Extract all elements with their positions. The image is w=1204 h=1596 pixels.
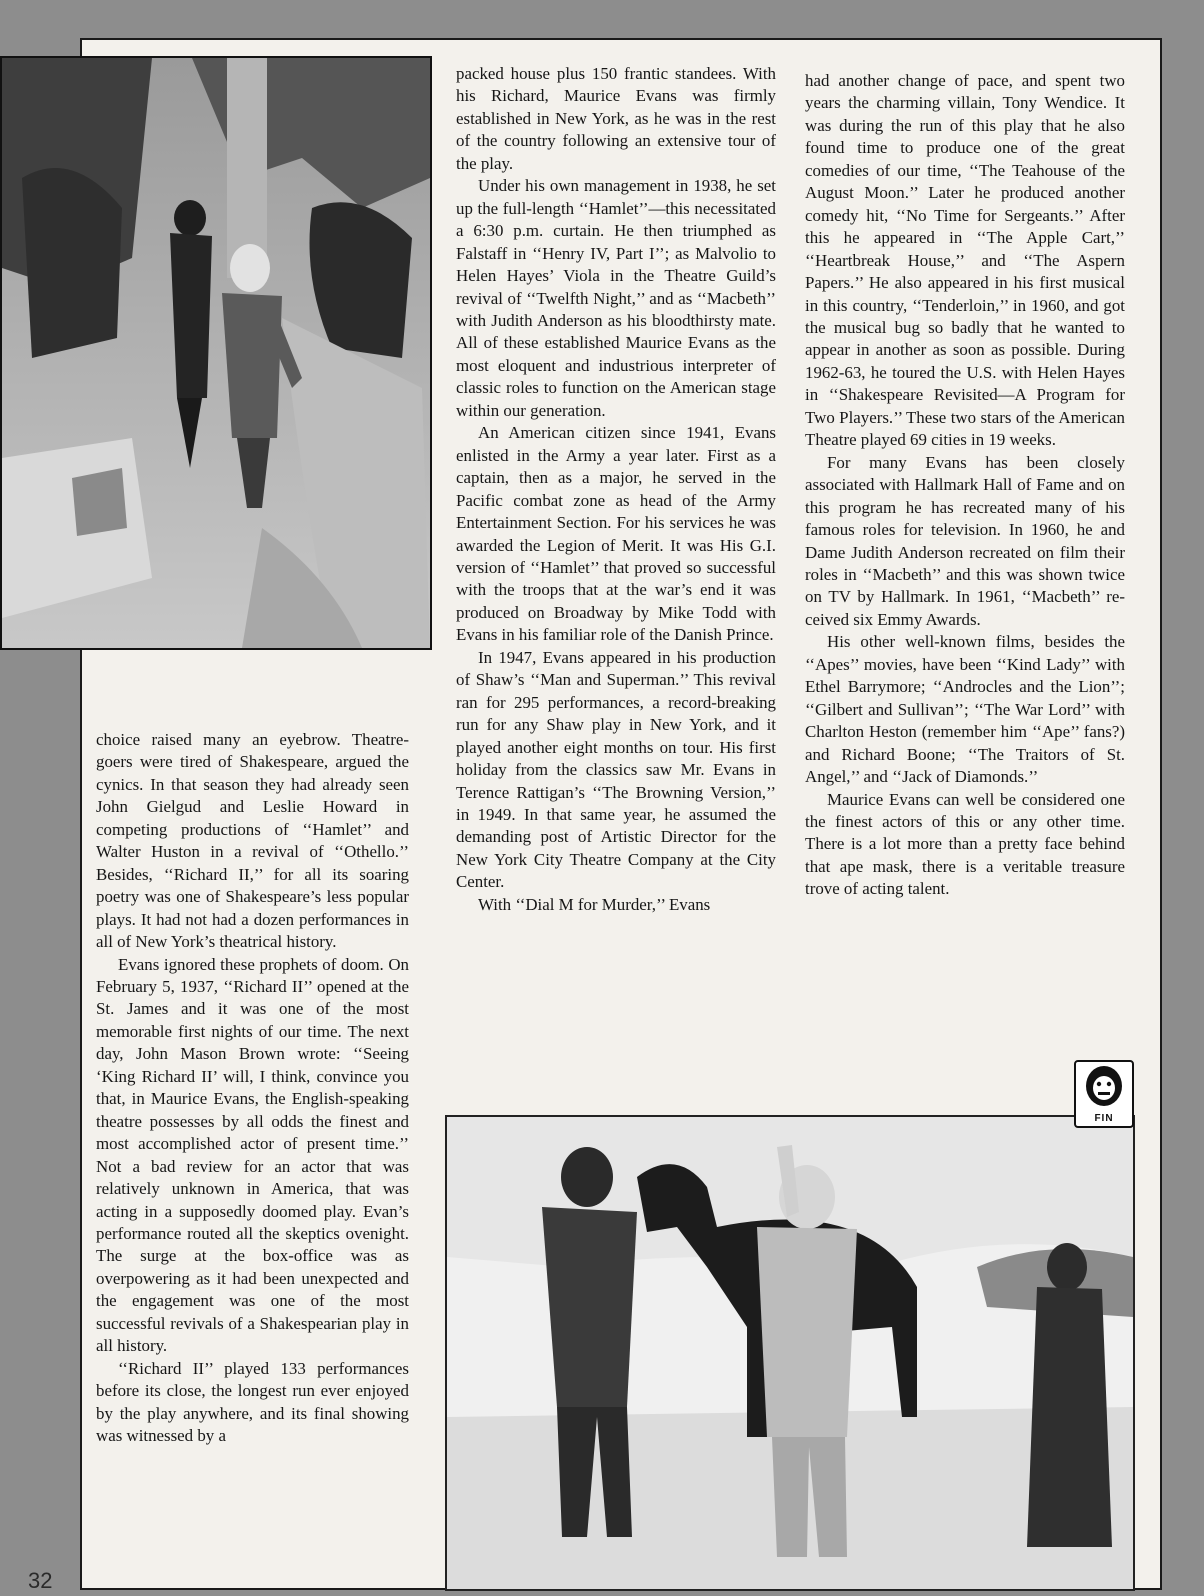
paragraph: In 1947, Evans appeared in his production of Shaw’s ‘‘Man and Superman.’’ This revival ran for 295 performances, a record-breaking run for any Shaw play in New York, and it played another eight months on tour. His first holiday from the classics saw Mr. Evans in Terence Rattigan’s ‘‘The Browning Version,’’ in 1949. In that same year, he assumed the demanding post of Artistic Director for the New York City Theatre Company at the City Center.	[456, 647, 776, 892]
paragraph: His other well-known films, besides the ‘‘Apes’’ movies, have been ‘‘Kind Lady’’ with Ethel Barrymore; ‘‘Androcles and the Lion’’; ‘‘Gilbert and Sullivan’’; ‘‘The War Lord’’ with Charlton Heston (remember him ‘‘Ape’’ fans?) and Richard Boone; ‘‘The Traitors of St. Angel,’’ and ‘‘Jack of Diamonds.’’	[805, 632, 1125, 787]
fin-end-badge	[1074, 1060, 1134, 1128]
photo-top-illustration	[2, 58, 430, 648]
paragraph: Maurice Evans can well be considered one the finest actors of this or any other time. There is a lot more than a pretty face behind that ape mask, there is a veritable treasure trove of acting talent.	[805, 789, 1125, 899]
paragraph: Evans ignored these prophets of doom. On February 5, 1937, ‘‘Richard II’’ opened at the St. James and it was one of the most memorable first nights of our time. The next day, John Mason Brown wrote: ‘‘Seeing ‘King Richard II’ will, I think, convince you that, in Maurice Evans, the English-speaking theatre possesses by all odds the finest and most accomplished actor of present time.’’ Not a bad review for an actor that was relatively unknown in America, that was acting in a supposedly doomed play. Evan’s performance routed all the skeptics ovenight. The surge at the box-office was as overpowering as it had been unexpected and the engagement was one of the most successful revivals of a Shakespearian play in all history.	[96, 954, 409, 1356]
article-column-3	[805, 70, 1125, 901]
paragraph: An American citizen since 1941, Evans enlisted in the Army a year later. First as a captain, then as a major, he served in the Pacific combat zone as head of the Army Entertainment Section. For his services he was awarded the Legion of Merit. It was His G.I. version of ‘‘Hamlet’’ that proved so successful with the troops that at the war’s end it was produced on Broadway by Mike Todd with Evans in his familiar role of the Danish Prince.	[456, 423, 776, 645]
paragraph: With ‘‘Dial M for Murder,’’ Evans	[478, 894, 711, 914]
paragraph: Under his own management in 1938, he set up the full-length ‘‘Hamlet’’—this necessitated a 6:30 p.m. curtain. He then triumphed as Falstaff in ‘‘Henry IV, Part I’’; as Malvolio to Helen Hayes’ Viola in the Theatre Guild’s revival of ‘‘Twelfth Night,’’ and as ‘‘Macbeth’’ with Judith Anderson as his bloodthirsty mate. All of these established Maurice Evans as the most eloquent and industrious interpreter of classic roles to function on the American stage within our generation.	[456, 176, 776, 420]
ape-head-icon	[1078, 1062, 1130, 1110]
photo-ruins-ape-scene	[0, 56, 432, 650]
article-column-2	[456, 63, 776, 916]
paragraph: choice raised many an eyebrow. Theatre-goers were tired of Shakespeare, argued the cynics. In that season they had already seen John Gielgud and Leslie Howard in competing productions of ‘‘Hamlet’’ and Walter Huston in a revival of ‘‘Othello.’’ Besides, ‘‘Richard II,’’ for all its soaring poetry was one of Shakespeare’s less popular plays. It had not had a dozen performances in all of New York’s theatrical history.	[96, 730, 409, 952]
article-column-1	[96, 729, 409, 1448]
photo-apes-with-horse	[445, 1115, 1135, 1591]
fin-label: FIN	[1094, 1113, 1114, 1124]
paragraph: packed house plus 150 frantic standees. With his Richard, Maurice Evans was firmly established in New York, as he was in the rest of the country following an extensive tour of the play.	[456, 64, 776, 173]
paragraph: had another change of pace, and spent two years the charming villain, Tony Wendice. It was during the run of this play that he also found time to produce one of the great comedies of our time, ‘‘The Teahouse of the August Moon.’’ Later he produced another comedy hit, ‘‘No Time for Sergeants.’’ After this he appeared in ‘‘The Apple Cart,’’ ‘‘Heartbreak House,’’ and ‘‘The Aspern Papers.’’ He also appeared in his first musical in this country, ‘‘Tenderloin,’’ in 1960, and got the musical bug so badly that he wanted to appear in another as soon as possible. During 1962-63, he toured the U.S. with Helen Hayes in ‘‘Shakespeare Revisited—A Program for Two Players.’’ These two stars of the American Theatre played 69 cities in 19 weeks.	[805, 71, 1125, 450]
page-number: 32	[28, 1568, 53, 1593]
paragraph: ‘‘Richard II’’ played 133 performances before its close, the longest run ever enjoyed by the play anywhere, and its final showing was witnessed by a	[96, 1358, 409, 1446]
photo-bottom-illustration	[447, 1117, 1133, 1589]
paragraph: For many Evans has been closely associated with Hallmark Hall of Fame and on this program he has recreated many of his famous roles for television. In 1960, he and Dame Judith Anderson recreated on film their roles in ‘‘Macbeth’’ and this was shown twice on TV by Hallmark. In 1961, ‘‘Macbeth’’ received six Emmy Awards.	[805, 452, 1125, 629]
